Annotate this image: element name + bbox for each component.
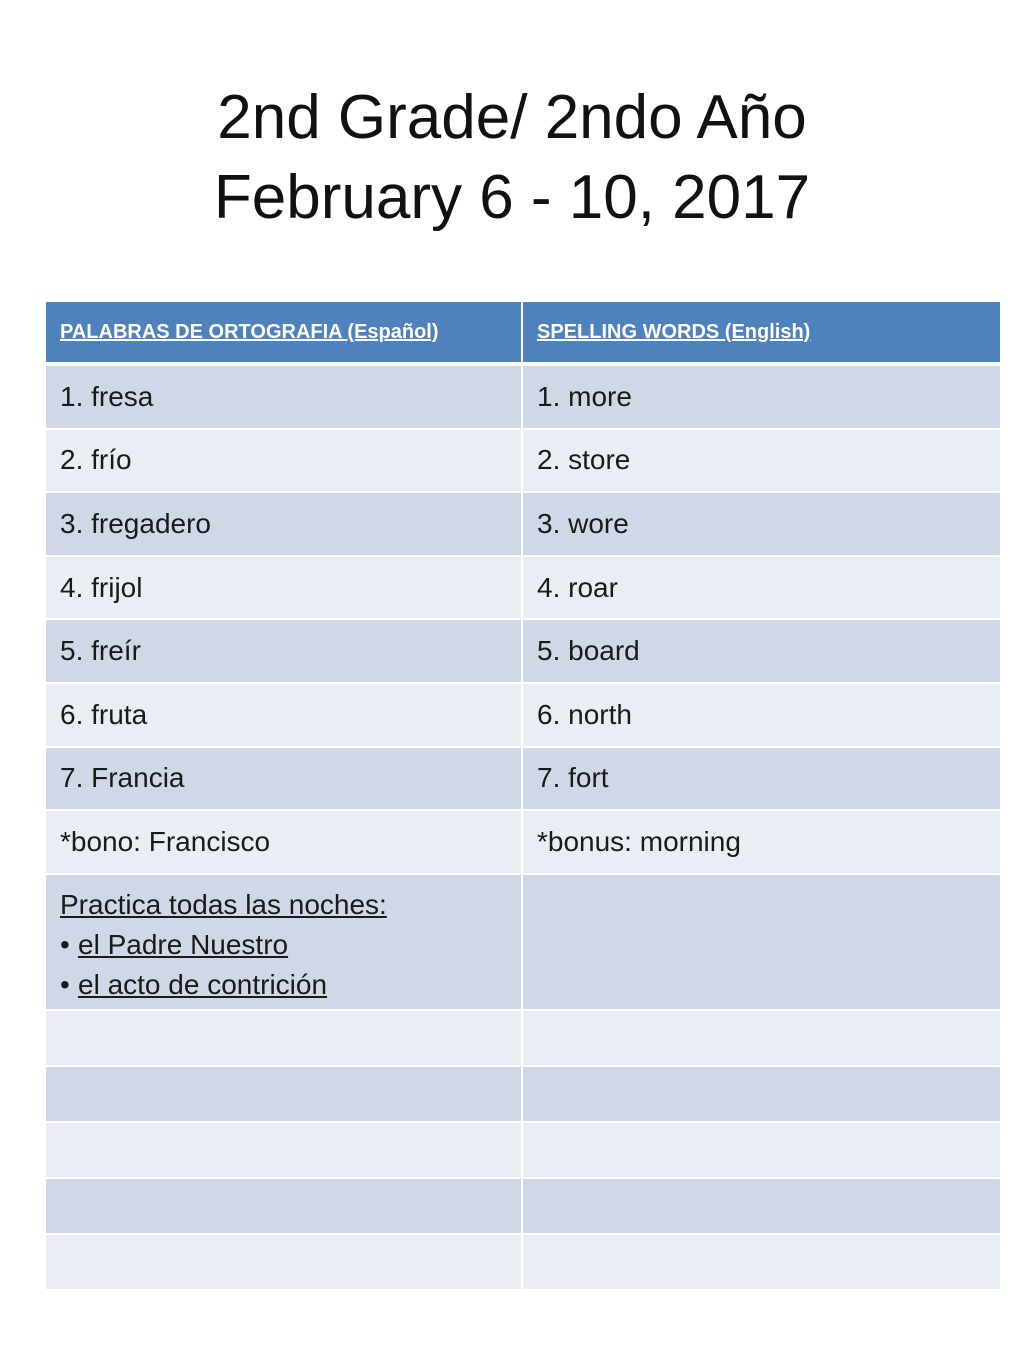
header-english: SPELLING WORDS (English)	[537, 320, 811, 343]
empty-cell	[523, 1123, 1000, 1177]
practice-item	[60, 925, 288, 965]
bullet-icon: •	[60, 928, 70, 960]
title-date: February 6 - 10, 2017	[213, 163, 811, 232]
practice-row	[46, 875, 1000, 1011]
spanish-word: 4. frijol	[46, 557, 523, 619]
table-row	[46, 748, 1000, 812]
english-word: 6. north	[537, 698, 632, 730]
empty-row	[46, 1011, 1000, 1067]
practice-item	[60, 965, 327, 1005]
bullet-icon: •	[60, 968, 70, 1000]
english-word: 3. wore	[537, 507, 629, 539]
practice-item-text: el Padre Nuestro	[78, 928, 289, 960]
bonus-spanish-word: *bono: Francisco	[46, 811, 523, 873]
header-spanish: PALABRAS DE ORTOGRAFIA (Español)	[46, 302, 523, 362]
spanish-word: 7. Francia	[46, 748, 523, 810]
empty-cell	[523, 1179, 1000, 1233]
empty-cell	[46, 1179, 523, 1233]
empty-cell	[523, 1235, 1000, 1289]
empty-row	[46, 1067, 1000, 1123]
empty-row	[46, 1235, 1000, 1289]
spelling-table	[46, 302, 1000, 1289]
spanish-word: 5. freír	[46, 620, 523, 682]
table-row	[46, 684, 1000, 748]
empty-cell	[523, 1011, 1000, 1065]
spanish-word: 1. fresa	[46, 366, 523, 428]
page-title	[0, 78, 1024, 238]
title-grade: 2nd Grade/ 2ndo Año	[217, 83, 807, 152]
table-row	[46, 366, 1000, 430]
empty-cell	[46, 1011, 523, 1065]
empty-cell	[46, 1235, 523, 1289]
empty-cell	[523, 875, 1000, 1009]
table-header-row	[46, 302, 1000, 366]
english-word: 2. store	[537, 444, 631, 476]
spanish-word: 3. fregadero	[46, 493, 523, 555]
table-row	[46, 493, 1000, 557]
english-word: 5. board	[537, 635, 640, 667]
practice-title: Practica todas las noches:	[60, 888, 387, 920]
practice-item-text: el acto de contrición	[78, 968, 328, 1000]
spanish-word: 2. frío	[46, 430, 523, 492]
empty-cell	[46, 1123, 523, 1177]
english-word: 4. roar	[537, 571, 618, 603]
spanish-word: 6. fruta	[46, 684, 523, 746]
empty-cell	[46, 1067, 523, 1121]
empty-row	[46, 1123, 1000, 1179]
table-row	[46, 620, 1000, 684]
table-row	[46, 430, 1000, 494]
empty-cell	[523, 1067, 1000, 1121]
bonus-english-word: *bonus: morning	[537, 825, 741, 857]
table-row	[46, 557, 1000, 621]
practice-cell	[46, 875, 523, 1009]
english-word: 7. fort	[537, 762, 609, 794]
empty-row	[46, 1179, 1000, 1235]
table-row	[46, 811, 1000, 875]
english-word: 1. more	[537, 380, 632, 412]
